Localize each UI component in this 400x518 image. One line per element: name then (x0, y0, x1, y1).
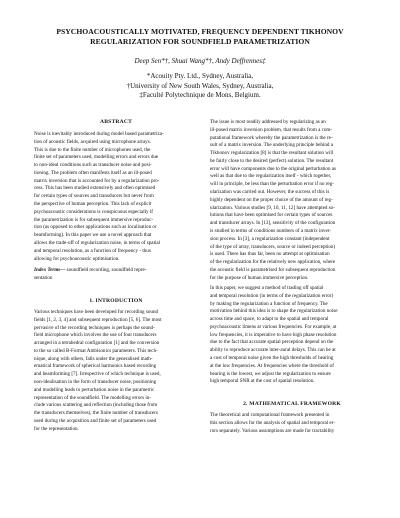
paper-title (20, 27, 380, 47)
text-line: representation of the soundfield. The modelling errors in- (34, 394, 152, 401)
text-line: to non-ideal conditions such as transducer noise and posi- (34, 162, 152, 169)
right-paragraph-1 (210, 119, 374, 282)
text-line: hearing is the lowest, we adjust the regularization to ensure (210, 370, 331, 377)
text-line: the transducers themselves), the finite number of transducers (34, 410, 158, 417)
index-terms-text: soundfield recording, soundfield repre- (66, 267, 147, 273)
abstract-body (34, 131, 198, 263)
text-line: putational framework whereby the parametrization is the re- (210, 134, 333, 141)
right-paragraph-3 (210, 412, 374, 435)
text-line: and temporal resolution, as a function of frequency - thus (34, 247, 151, 254)
text-line: and modelling leads to perturbation noise in the parametric (34, 386, 155, 393)
text-line: is studied in terms of conditions numbers of a matrix inver- (210, 227, 331, 234)
text-line: pervasive of the recording techniques is perhaps the sound- (34, 324, 155, 331)
text-line: the perspective of human perception. This lack of explicit (34, 201, 152, 208)
text-line: by making the regularization a function of frequency. The (210, 300, 328, 307)
text-line: allowing for psychoacoustic optimisation. (34, 255, 120, 262)
title-line: REGULARIZATION FOR SOUNDFIELD PARAMETRIZATION (90, 37, 310, 46)
text-line: sion process. In [3], a regularization constant (independent (210, 235, 330, 242)
framework-heading: 2. MATHEMATICAL FRAMEWORK (243, 401, 341, 407)
affiliations (20, 72, 380, 101)
text-line: ularization was carried out. However, the success of this is (210, 189, 330, 196)
text-line: ill-posed matrix inversion problem, that results from a com- (210, 126, 333, 133)
text-line: due to the fact that accurate spatial perception depend on the (210, 339, 334, 346)
text-line: highly dependent on the proper choice of the amount of reg- (210, 196, 333, 203)
text-line: lutions that have been optimised for certain types of sources (210, 212, 333, 219)
affiliation-line: ‡Faculté Polytechnique de Mons, Belgium. (139, 91, 261, 99)
introduction-body (34, 309, 198, 434)
title-line: PSYCHOACOUSTICALLY MOTIVATED, FREQUENCY DEPENDENT TIKHONOV (56, 27, 344, 36)
text-line: The theoretical and computational framework presented in (210, 412, 330, 418)
index-terms-line (34, 267, 198, 275)
text-line: fields [1, 2, 3, 4] and subsequent reproduction [5, 6]. The most (34, 316, 162, 323)
index-terms-line: sentation (34, 274, 53, 281)
text-line: Various techniques have been developed for recording sound (34, 309, 159, 315)
text-line: error will have components due to the original perturbation as (210, 165, 337, 172)
text-line: nique, along with others, falls under the generalised math- (34, 355, 153, 362)
text-line: the acoustic field is parametrised for subsequent reproduction (210, 266, 336, 273)
text-line: The issue is most readily addressed by regularizing as an (210, 119, 326, 125)
text-line: ability to reproduce accurate inter-aural delays. This can be at (210, 347, 336, 354)
text-line: psychoacoustic limens at various frequencies. For example, at (210, 323, 337, 330)
text-line: across time and space, to adapt to the spatial and temporal (210, 316, 329, 323)
text-line: rors separately. Various assumptions are made for tractability (210, 427, 335, 434)
text-line: be fairly close to the desired (perfect) solution. The resultant (210, 157, 334, 164)
text-line: finite set of parameters used, modelling errors and errors due (34, 154, 159, 161)
text-line: This is due to the finite number of microphones used, the (34, 146, 151, 153)
text-line: and transducer arrays. In [13], sensitivity of the configuration (210, 220, 336, 227)
text-line: In this paper, we suggest a method of trading off spatial (210, 285, 324, 291)
text-line: this section allows for the analysis of spatial and temporal er- (210, 419, 335, 426)
text-line: for certain types of sources and transducers but never from (34, 193, 154, 200)
text-line: the parametrization is for subsequent immersive reproduc- (34, 216, 154, 223)
text-line: matrix inversion that is accounted for by a regularization pro- (34, 177, 160, 184)
text-line: low frequencies, it is imperative to have high phase resolution (210, 331, 337, 338)
text-line: a cost of temporal noise given the high thresholds of hearing (210, 355, 334, 362)
text-line: arranged in a tetrahedral configuration [1] and the conversion (34, 340, 160, 347)
text-line: for the purpose of human immersive perception. (210, 274, 309, 281)
text-line: for the representation. (34, 425, 79, 432)
affiliation-line: †University of New South Wales, Sydney, Australia, (126, 81, 274, 90)
text-line: sult of a matrix inversion. The underlying principle behind a (210, 142, 333, 149)
text-line: and temporal resolution (in terms of the regularization error) (210, 292, 334, 299)
text-line: allows the trade-off of regularization noise, in terms of spatial (34, 239, 161, 246)
introduction-heading: 1. INTRODUCTION (89, 298, 143, 304)
text-line: clude various scattering and reflection (including those from (34, 402, 158, 409)
text-line: used during the acquisition and finite set of parameters used (34, 417, 157, 424)
text-line: at the low frequencies. At frequencies where the threshold of (210, 362, 334, 369)
text-line: and beamforming [7]. Irrespective of which technique is used, (34, 371, 161, 378)
index-terms-label: Index Terms— (34, 267, 66, 273)
text-line: non-idealisation in the form of transducer noise, positioning (34, 379, 157, 386)
text-line: of the regularization for the relatively new application, where (210, 259, 336, 266)
text-line: Tikhonov regularization [8] is that the resultant solution will (210, 150, 334, 157)
index-terms (34, 267, 198, 283)
text-line: is used. There has thus far, been no attempt at optimisation (210, 251, 330, 258)
text-line: cess. This has been studied extensively and often optimised (34, 185, 156, 192)
text-line: will in principle, be less than the perturbation error if no reg- (210, 181, 334, 188)
text-line: tion (as opposed to other applications such as localisation or (34, 224, 157, 231)
text-line: ularization. Various studies [9, 10, 11, 12] have attempted so- (210, 204, 335, 211)
affiliation-line: *Acouity Pty. Ltd., Sydney, Australia, (146, 72, 254, 80)
text-line: Noise is inevitably introduced during model based parametriza- (34, 131, 164, 137)
text-line: ematical framework of spherical harmonics based recording (34, 363, 157, 370)
text-line: tioning. The problem often manifests itself as an ill-posed (34, 169, 152, 176)
text-line: field microphone which involves the use of four transducers (34, 332, 157, 339)
text-line: high temporal SNR at the cost of spatial resolution. (210, 378, 315, 385)
text-line: motivation behind this idea is to shape the regularization noise (210, 308, 338, 315)
text-line: psychoacoustic considerations is conspicuous especially if (34, 208, 153, 215)
text-line: tion of acoustic fields, acquired using microphone arrays. (34, 138, 151, 145)
text-line: of the type of array, transducers, source or indeed perception) (210, 243, 336, 250)
authors-line: Deep Sen*†, Shuai Wang*†, Andy Deffrennes‡ (134, 57, 266, 65)
text-line: well as that due to the regularization itself - which together, (210, 173, 332, 180)
right-paragraph-2 (210, 285, 374, 386)
text-line: to the so called B-Format Ambisonics parameters. This tech- (34, 347, 158, 354)
text-line: beamforming). In this paper we use a novel approach that (34, 232, 152, 239)
abstract-heading: ABSTRACT (99, 119, 133, 125)
